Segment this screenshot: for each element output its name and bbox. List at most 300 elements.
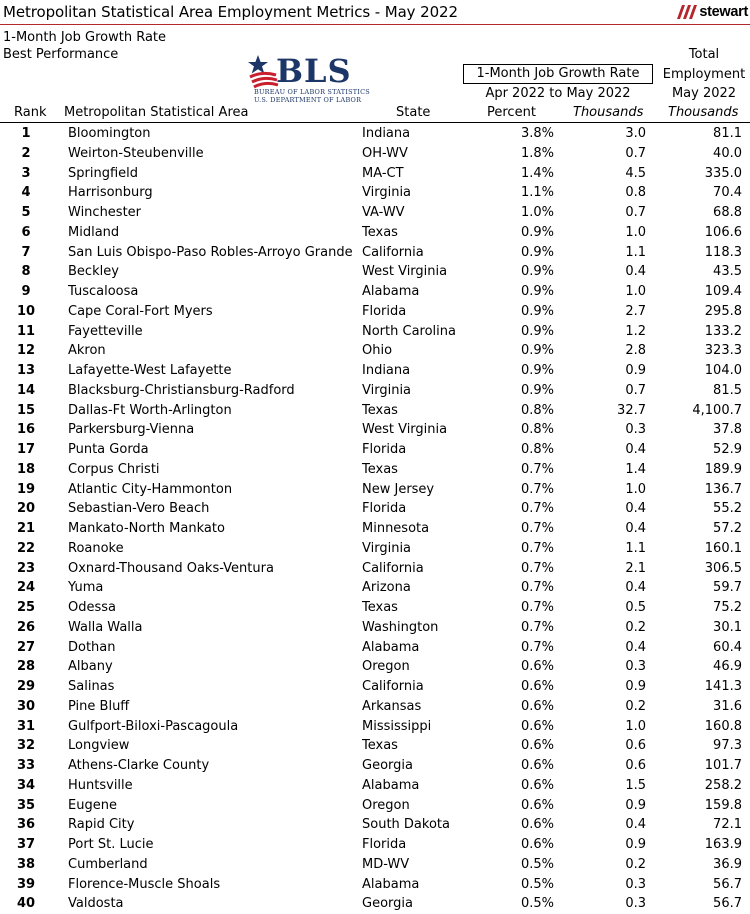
- msa-cell: Yuma: [68, 580, 104, 596]
- msa-cell: San Luis Obispo-Paso Robles-Arroyo Grande: [68, 244, 353, 260]
- thousands-cell: 0.2: [625, 856, 646, 872]
- msa-cell: Oxnard-Thousand Oaks-Ventura: [68, 560, 274, 576]
- employment-cell: 258.2: [704, 777, 742, 793]
- employment-cell: 68.8: [713, 205, 742, 220]
- rank-cell: 7: [21, 244, 31, 260]
- state-cell: Indiana: [362, 363, 411, 378]
- msa-cell: Port St. Lucie: [68, 837, 154, 852]
- table-row: [0, 164, 750, 184]
- table-row: [0, 638, 750, 658]
- employment-cell: 55.2: [713, 501, 742, 517]
- employment-cell: 295.8: [704, 303, 742, 319]
- percent-cell: 0.6%: [520, 698, 554, 714]
- thousands-cell: 0.4: [625, 817, 646, 833]
- table-row: [0, 480, 750, 500]
- percent-cell: 0.6%: [520, 738, 554, 754]
- state-cell: Virginia: [362, 185, 412, 201]
- msa-cell: Albany: [68, 659, 113, 675]
- msa-cell: Parkersburg-Vienna: [68, 422, 195, 438]
- state-cell: OH-WV: [362, 145, 408, 161]
- thousands-cell: 1.0: [625, 224, 646, 240]
- percent-cell: 0.6%: [520, 777, 554, 793]
- table-row: [0, 559, 750, 579]
- msa-cell: Pine Bluff: [68, 698, 130, 714]
- percent-cell: 0.9%: [520, 303, 554, 319]
- page-title: Metropolitan Statistical Area Employment Metrics - May 2022: [3, 3, 458, 21]
- msa-cell: Cape Coral-Fort Myers: [68, 303, 213, 319]
- state-cell: Texas: [362, 224, 398, 240]
- state-cell: Texas: [362, 600, 398, 615]
- table-row: [0, 322, 750, 342]
- table-row: [0, 223, 750, 243]
- state-cell: Alabama: [362, 777, 420, 793]
- msa-cell: Fayetteville: [68, 323, 143, 339]
- table-row: [0, 302, 750, 322]
- percent-cell: 0.6%: [520, 837, 554, 852]
- employment-cell: 40.0: [713, 145, 742, 161]
- stewart-wordmark: stewart: [699, 4, 748, 20]
- employment-cell: 118.3: [704, 244, 742, 260]
- rank-cell: 35: [16, 797, 36, 813]
- rank-cell: 32: [16, 738, 36, 754]
- state-cell: Oregon: [362, 797, 410, 813]
- table-row: [0, 499, 750, 519]
- msa-cell: Eugene: [68, 797, 117, 813]
- thousands-cell: 0.3: [625, 422, 646, 438]
- rank-cell: 38: [16, 856, 36, 872]
- table-row: [0, 578, 750, 598]
- col-header-total-thousands: Thousands: [668, 105, 739, 120]
- msa-cell: Longview: [68, 738, 130, 754]
- rank-cell: 17: [16, 442, 36, 457]
- percent-cell: 0.7%: [520, 580, 554, 596]
- msa-cell: Florence-Muscle Shoals: [68, 876, 221, 892]
- col-header-msa: Metropolitan Statistical Area: [64, 105, 249, 120]
- state-cell: Florida: [362, 303, 407, 319]
- employment-cell: 75.2: [713, 600, 742, 615]
- msa-cell: Akron: [68, 343, 106, 359]
- table-row: [0, 756, 750, 776]
- stewart-logo: [672, 3, 748, 21]
- subtitle-ranking: Best Performance: [3, 47, 119, 62]
- employment-cell: 56.7: [713, 896, 742, 912]
- state-cell: California: [362, 560, 424, 576]
- rank-cell: 8: [21, 264, 31, 280]
- rank-cell: 23: [16, 560, 36, 576]
- msa-cell: Roanoke: [68, 540, 124, 556]
- percent-cell: 1.1%: [520, 185, 554, 201]
- msa-cell: Lafayette-West Lafayette: [68, 363, 232, 378]
- stewart-slashes-icon: [672, 5, 698, 19]
- percent-cell: 0.9%: [520, 363, 554, 378]
- rank-cell: 31: [16, 718, 36, 734]
- employment-cell: 81.5: [713, 382, 742, 398]
- table-row: [0, 144, 750, 164]
- title-bar: [0, 0, 750, 25]
- table-row: [0, 203, 750, 223]
- employment-cell: 97.3: [713, 738, 742, 754]
- percent-cell: 0.7%: [520, 481, 554, 497]
- employment-cell: 56.7: [713, 876, 742, 892]
- msa-cell: Sebastian-Vero Beach: [68, 501, 210, 517]
- rank-cell: 10: [16, 303, 36, 319]
- table-row: [0, 381, 750, 401]
- rank-cell: 40: [16, 896, 36, 912]
- col-header-rank: Rank: [14, 105, 47, 120]
- thousands-cell: 0.7: [625, 145, 646, 161]
- state-cell: Georgia: [362, 896, 413, 912]
- percent-cell: 0.6%: [520, 797, 554, 813]
- msa-cell: Midland: [68, 224, 120, 240]
- table-row: [0, 262, 750, 282]
- percent-cell: 0.9%: [520, 224, 554, 240]
- msa-cell: Springfield: [68, 165, 139, 181]
- msa-cell: Rapid City: [68, 817, 135, 833]
- rank-cell: 16: [16, 422, 36, 438]
- msa-cell: Walla Walla: [68, 619, 143, 635]
- thousands-cell: 0.4: [625, 264, 646, 280]
- state-cell: Mississippi: [362, 718, 432, 734]
- thousands-cell: 0.3: [625, 659, 646, 675]
- msa-cell: Punta Gorda: [68, 442, 149, 457]
- thousands-cell: 2.1: [625, 560, 646, 576]
- bls-agency-name: BUREAU OF LABOR STATISTICS: [254, 88, 370, 96]
- thousands-cell: 0.7: [625, 382, 646, 398]
- employment-cell: 136.7: [704, 481, 742, 497]
- employment-cell: 101.7: [704, 758, 742, 773]
- percent-cell: 0.8%: [520, 422, 554, 438]
- employment-cell: 133.2: [704, 323, 742, 339]
- subtitle-metric: 1-Month Job Growth Rate: [3, 30, 167, 45]
- state-cell: West Virginia: [362, 422, 448, 438]
- rank-cell: 24: [16, 580, 36, 596]
- msa-cell: Valdosta: [68, 896, 124, 912]
- employment-cell: 160.1: [704, 540, 742, 556]
- thousands-cell: 0.9: [625, 837, 646, 852]
- state-cell: Alabama: [362, 284, 420, 299]
- thousands-cell: 0.4: [625, 442, 646, 457]
- thousands-cell: 0.3: [625, 876, 646, 892]
- state-cell: West Virginia: [362, 264, 448, 280]
- thousands-cell: 1.0: [625, 481, 646, 497]
- msa-cell: Harrisonburg: [68, 185, 153, 201]
- rank-cell: 34: [16, 777, 36, 793]
- state-cell: VA-WV: [362, 205, 405, 220]
- state-cell: Georgia: [362, 758, 413, 773]
- total-header-line3: May 2022: [671, 86, 737, 101]
- thousands-cell: 0.6: [625, 758, 646, 773]
- state-cell: Virginia: [362, 540, 412, 556]
- msa-cell: Atlantic City-Hammonton: [68, 481, 233, 497]
- table-row: [0, 539, 750, 559]
- employment-cell: 43.5: [713, 264, 742, 280]
- rank-cell: 3: [21, 165, 31, 181]
- employment-cell: 36.9: [713, 856, 742, 872]
- thousands-cell: 0.4: [625, 501, 646, 517]
- thousands-cell: 1.1: [625, 244, 646, 260]
- table-row: [0, 618, 750, 638]
- bls-wordmark: BLS: [276, 52, 352, 90]
- growth-rate-group-header: 1-Month Job Growth Rate: [463, 64, 653, 84]
- percent-cell: 0.5%: [520, 876, 554, 892]
- table-row: [0, 401, 750, 421]
- state-cell: Texas: [362, 402, 398, 418]
- msa-cell: Gulfport-Biloxi-Pascagoula: [68, 718, 239, 734]
- percent-cell: 0.7%: [520, 521, 554, 536]
- employment-cell: 72.1: [713, 817, 742, 833]
- thousands-cell: 0.9: [625, 797, 646, 813]
- thousands-cell: 1.2: [625, 323, 646, 339]
- col-header-percent: Percent: [487, 105, 536, 120]
- header-divider: [0, 122, 750, 123]
- thousands-cell: 2.8: [625, 343, 646, 359]
- table-row: [0, 855, 750, 875]
- thousands-cell: 0.8: [625, 185, 646, 201]
- msa-cell: Blacksburg-Christiansburg-Radford: [68, 382, 295, 398]
- msa-cell: Salinas: [68, 679, 115, 694]
- thousands-cell: 0.6: [625, 738, 646, 754]
- table-row: [0, 894, 750, 914]
- table-row: [0, 736, 750, 756]
- table-row: [0, 796, 750, 816]
- rank-cell: 20: [16, 501, 36, 517]
- employment-cell: 160.8: [704, 718, 742, 734]
- rank-cell: 1: [21, 126, 31, 141]
- rank-cell: 37: [16, 837, 36, 852]
- state-cell: California: [362, 679, 424, 694]
- rank-cell: 4: [21, 185, 31, 201]
- state-cell: Virginia: [362, 382, 412, 398]
- table-row: [0, 440, 750, 460]
- rank-cell: 15: [16, 402, 36, 418]
- msa-cell: Corpus Christi: [68, 461, 160, 477]
- rank-cell: 27: [16, 639, 36, 655]
- msa-cell: Athens-Clarke County: [68, 758, 210, 773]
- msa-cell: Dallas-Ft Worth-Arlington: [68, 402, 232, 418]
- employment-cell: 106.6: [704, 224, 742, 240]
- percent-cell: 0.9%: [520, 382, 554, 398]
- thousands-cell: 0.4: [625, 521, 646, 536]
- table-row: [0, 875, 750, 895]
- state-cell: Alabama: [362, 639, 420, 655]
- rank-cell: 11: [16, 323, 36, 339]
- table-row: [0, 835, 750, 855]
- thousands-cell: 3.0: [625, 126, 646, 141]
- percent-cell: 0.9%: [520, 284, 554, 299]
- percent-cell: 0.7%: [520, 540, 554, 556]
- employment-cell: 59.7: [713, 580, 742, 596]
- msa-cell: Dothan: [68, 639, 116, 655]
- employment-cell: 70.4: [713, 185, 742, 201]
- table-row: [0, 677, 750, 697]
- percent-cell: 0.9%: [520, 244, 554, 260]
- table-row: [0, 460, 750, 480]
- employment-cell: 57.2: [713, 521, 742, 536]
- thousands-cell: 1.0: [625, 718, 646, 734]
- percent-cell: 0.9%: [520, 323, 554, 339]
- thousands-cell: 1.5: [625, 777, 646, 793]
- employment-cell: 306.5: [704, 560, 742, 576]
- thousands-cell: 4.5: [625, 165, 646, 181]
- state-cell: North Carolina: [362, 323, 456, 339]
- rank-cell: 36: [16, 817, 36, 833]
- table-row: [0, 243, 750, 263]
- percent-cell: 0.8%: [520, 402, 554, 418]
- thousands-cell: 0.2: [625, 619, 646, 635]
- percent-cell: 0.7%: [520, 560, 554, 576]
- msa-cell: Tuscaloosa: [68, 284, 139, 299]
- percent-cell: 0.7%: [520, 461, 554, 477]
- msa-table-body: [0, 124, 750, 914]
- msa-cell: Mankato-North Mankato: [68, 521, 225, 536]
- msa-cell: Beckley: [68, 264, 119, 280]
- state-cell: Arizona: [362, 580, 411, 596]
- thousands-cell: 0.9: [625, 363, 646, 378]
- percent-cell: 0.6%: [520, 718, 554, 734]
- table-row: [0, 776, 750, 796]
- msa-cell: Bloomington: [68, 126, 151, 141]
- percent-cell: 0.7%: [520, 619, 554, 635]
- rank-cell: 5: [21, 205, 31, 220]
- rank-cell: 12: [16, 343, 36, 359]
- bls-department-name: U.S. DEPARTMENT OF LABOR: [254, 96, 362, 104]
- percent-cell: 0.8%: [520, 442, 554, 457]
- thousands-cell: 0.4: [625, 580, 646, 596]
- percent-cell: 3.8%: [520, 126, 554, 141]
- percent-cell: 0.9%: [520, 264, 554, 280]
- msa-cell: Huntsville: [68, 777, 133, 793]
- rank-cell: 39: [16, 876, 36, 892]
- employment-cell: 159.8: [704, 797, 742, 813]
- percent-cell: 0.7%: [520, 639, 554, 655]
- state-cell: New Jersey: [362, 481, 435, 497]
- rank-cell: 2: [21, 145, 31, 161]
- thousands-cell: 2.7: [625, 303, 646, 319]
- table-row: [0, 657, 750, 677]
- percent-cell: 0.6%: [520, 758, 554, 773]
- table-row: [0, 124, 750, 144]
- state-cell: Oregon: [362, 659, 410, 675]
- state-cell: Texas: [362, 461, 398, 477]
- state-cell: Indiana: [362, 126, 411, 141]
- state-cell: MA-CT: [362, 165, 404, 181]
- col-header-thousands: Thousands: [573, 105, 644, 120]
- msa-cell: Weirton-Steubenville: [68, 145, 204, 161]
- table-row: [0, 361, 750, 381]
- state-cell: MD-WV: [362, 856, 410, 872]
- msa-table: [0, 124, 750, 914]
- rank-cell: 13: [16, 363, 36, 378]
- percent-cell: 0.6%: [520, 659, 554, 675]
- percent-cell: 0.5%: [520, 856, 554, 872]
- employment-cell: 52.9: [713, 442, 742, 457]
- employment-cell: 104.0: [704, 363, 742, 378]
- thousands-cell: 1.0: [625, 284, 646, 299]
- msa-cell: Cumberland: [68, 856, 148, 872]
- thousands-cell: 0.9: [625, 679, 646, 694]
- percent-cell: 0.7%: [520, 501, 554, 517]
- thousands-cell: 32.7: [617, 402, 646, 418]
- percent-cell: 0.9%: [520, 343, 554, 359]
- employment-cell: 323.3: [704, 343, 742, 359]
- rank-cell: 28: [16, 659, 36, 675]
- thousands-cell: 0.7: [625, 205, 646, 220]
- table-row: [0, 598, 750, 618]
- msa-cell: Odessa: [68, 600, 116, 615]
- state-cell: Florida: [362, 442, 407, 457]
- state-cell: Ohio: [362, 343, 393, 359]
- rank-cell: 14: [16, 382, 36, 398]
- table-row: [0, 420, 750, 440]
- percent-cell: 0.6%: [520, 679, 554, 694]
- thousands-cell: 0.3: [625, 896, 646, 912]
- percent-cell: 1.8%: [520, 145, 554, 161]
- msa-cell: Winchester: [68, 205, 142, 220]
- total-header-line2: Employment: [662, 67, 746, 82]
- percent-cell: 0.6%: [520, 817, 554, 833]
- employment-cell: 46.9: [713, 659, 742, 675]
- rank-cell: 25: [16, 600, 36, 615]
- table-row: [0, 717, 750, 737]
- table-row: [0, 815, 750, 835]
- rank-cell: 9: [21, 284, 31, 299]
- rank-cell: 22: [16, 540, 36, 556]
- rank-cell: 6: [21, 224, 31, 240]
- rank-cell: 29: [16, 679, 36, 694]
- table-row: [0, 341, 750, 361]
- employment-cell: 335.0: [704, 165, 742, 181]
- thousands-cell: 1.1: [625, 540, 646, 556]
- employment-cell: 37.8: [713, 422, 742, 438]
- employment-cell: 81.1: [713, 126, 742, 141]
- table-row: [0, 183, 750, 203]
- rank-cell: 26: [16, 619, 36, 635]
- state-cell: California: [362, 244, 424, 260]
- employment-cell: 141.3: [704, 679, 742, 694]
- percent-cell: 0.7%: [520, 600, 554, 615]
- employment-cell: 60.4: [713, 639, 742, 655]
- employment-cell: 4,100.7: [692, 402, 742, 418]
- thousands-cell: 0.2: [625, 698, 646, 714]
- col-header-state: State: [396, 105, 431, 120]
- employment-cell: 163.9: [704, 837, 742, 852]
- bls-logo: [246, 52, 370, 105]
- rank-cell: 30: [16, 698, 36, 714]
- thousands-cell: 0.5: [625, 600, 646, 615]
- rank-cell: 19: [16, 481, 36, 497]
- percent-cell: 0.5%: [520, 896, 554, 912]
- employment-cell: 189.9: [704, 461, 742, 477]
- percent-cell: 1.4%: [520, 165, 554, 181]
- state-cell: Florida: [362, 501, 407, 517]
- state-cell: Alabama: [362, 876, 420, 892]
- thousands-cell: 0.4: [625, 639, 646, 655]
- state-cell: Texas: [362, 738, 398, 754]
- employment-cell: 30.1: [713, 619, 742, 635]
- growth-period-header: Apr 2022 to May 2022: [485, 86, 631, 101]
- employment-cell: 31.6: [713, 698, 742, 714]
- thousands-cell: 1.4: [625, 461, 646, 477]
- rank-cell: 33: [16, 758, 36, 773]
- table-row: [0, 282, 750, 302]
- table-row: [0, 519, 750, 539]
- rank-cell: 21: [16, 521, 36, 536]
- employment-cell: 109.4: [704, 284, 742, 299]
- state-cell: Minnesota: [362, 521, 430, 536]
- state-cell: Florida: [362, 837, 407, 852]
- state-cell: Arkansas: [362, 698, 422, 714]
- state-cell: Washington: [362, 619, 439, 635]
